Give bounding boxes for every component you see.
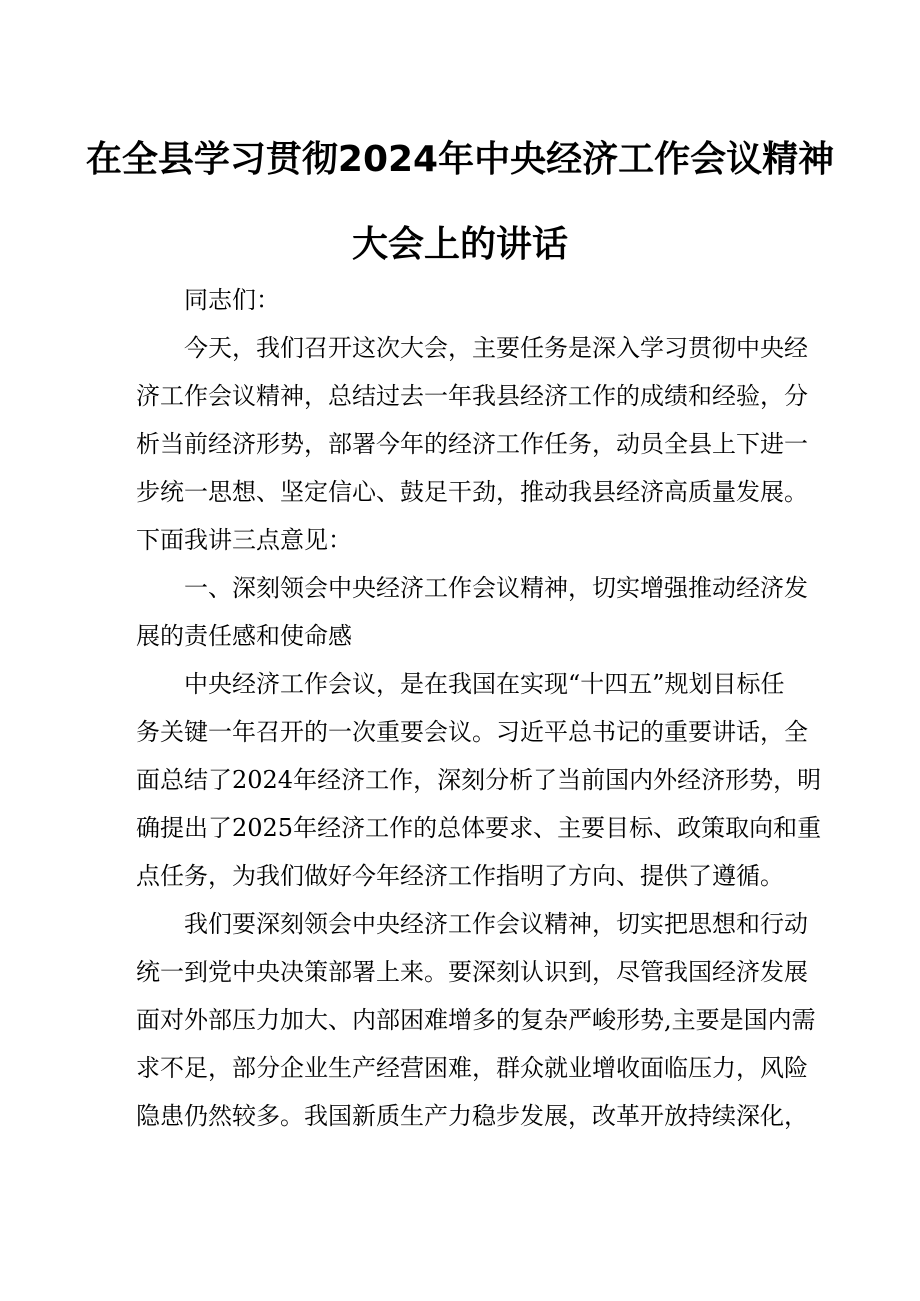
paragraph-line: 求不足，部分企业生产经营困难，群众就业增收面临压力，风险 <box>136 1054 808 1082</box>
paragraph-line: 步统一思想、坚定信心、鼓足干劲，推动我县经济高质量发展。 <box>136 478 808 506</box>
salutation: 同志们： <box>184 286 280 314</box>
paragraph-line: 下面我讲三点意见： <box>136 526 352 554</box>
paragraph-line: 面对外部压力加大、内部困难增多的复杂严峻形势,主要是国内需 <box>136 1006 816 1034</box>
paragraph-line: 济工作会议精神，总结过去一年我县经济工作的成绩和经验，分 <box>136 382 808 410</box>
section-heading-1 <box>136 564 808 660</box>
heading-line: 一、深刻领会中央经济工作会议精神，切实增强推动经济发 <box>184 574 808 602</box>
paragraph-line: 我们要深刻领会中央经济工作会议精神，切实把思想和行动 <box>184 910 808 938</box>
document-title-line-1: 在全县学习贯彻2024年中央经济工作会议精神 <box>85 139 835 180</box>
heading-line: 展的责任感和使命感 <box>136 622 352 650</box>
paragraph-line: 确提出了2025年经济工作的总体要求、主要目标、政策取向和重 <box>136 814 822 842</box>
paragraph-line: 隐患仍然较多。我国新质生产力稳步发展，改革开放持续深化， <box>136 1102 808 1130</box>
paragraph-intro <box>136 324 808 564</box>
paragraph-line: 今天，我们召开这次大会，主要任务是深入学习贯彻中央经 <box>184 334 808 362</box>
paragraph-line: 中央经济工作会议，是在我国在实现“十四五”规划目标任 <box>184 670 785 698</box>
paragraph-understanding <box>136 900 816 1140</box>
paragraph-line: 务关键一年召开的一次重要会议。习近平总书记的重要讲话，全 <box>136 718 808 746</box>
paragraph-line: 点任务，为我们做好今年经济工作指明了方向、提供了遵循。 <box>136 862 784 890</box>
paragraph-conference <box>136 660 822 900</box>
document-title-line-2: 大会上的讲话 <box>351 224 568 265</box>
paragraph-line: 统一到党中央决策部署上来。要深刻认识到，尽管我国经济发展 <box>136 958 808 986</box>
paragraph-line: 析当前经济形势，部署今年的经济工作任务，动员全县上下进一 <box>136 430 808 458</box>
paragraph-line: 面总结了2024年经济工作，深刻分析了当前国内外经济形势，明 <box>136 766 822 794</box>
document-body <box>136 276 822 1140</box>
